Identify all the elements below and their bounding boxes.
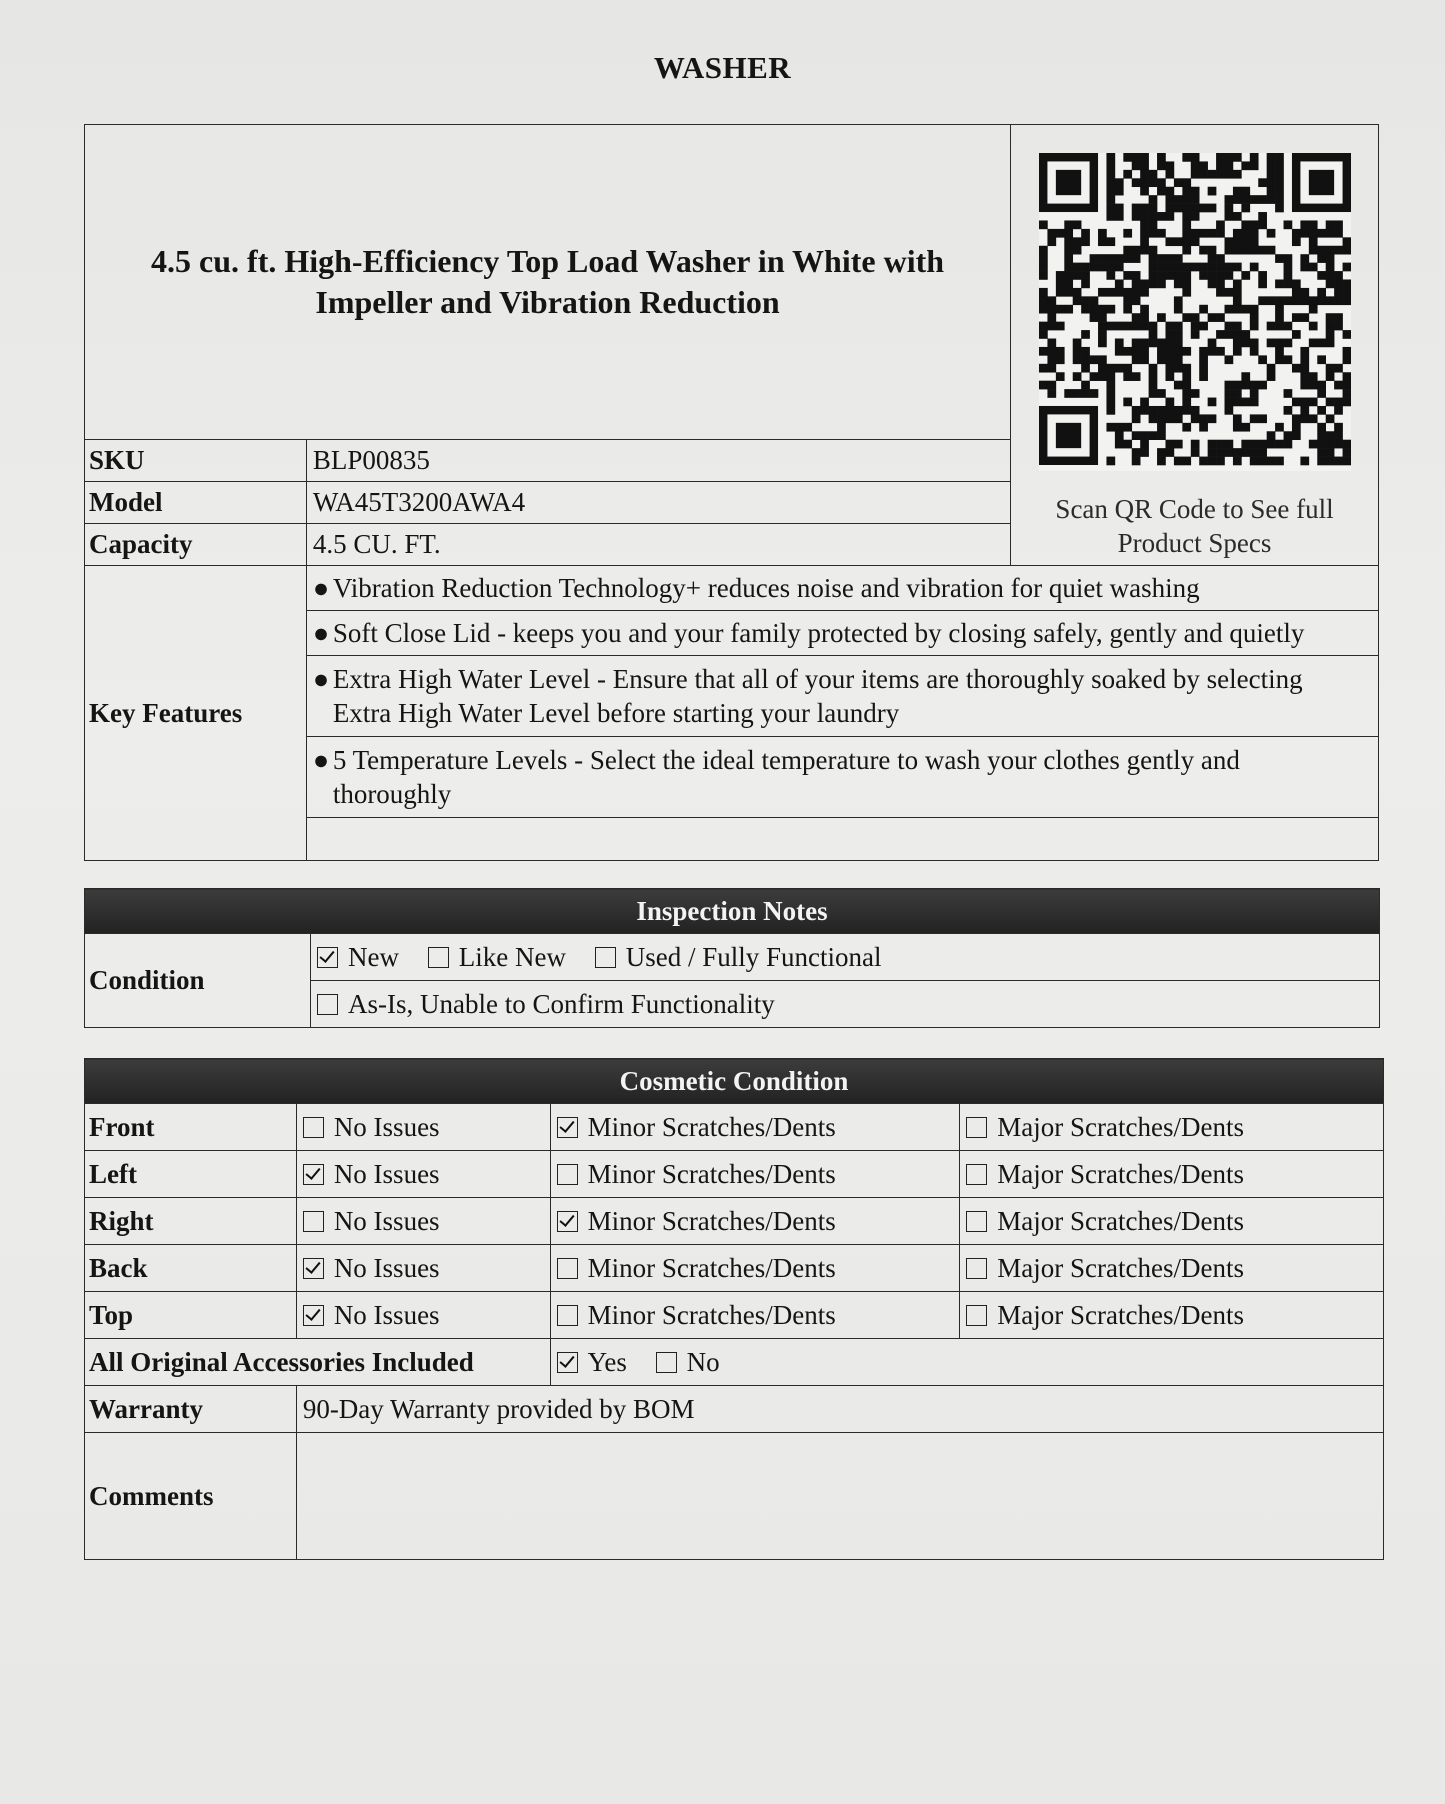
checkbox-no-issues[interactable] [303,1164,324,1185]
comments-label: Comments [85,1433,297,1560]
checkbox-major[interactable] [966,1211,987,1232]
inspection-table [84,888,1380,1028]
checkbox-new[interactable] [317,947,338,968]
cosmetic-major-option[interactable]: Major Scratches/Dents [960,1292,1384,1339]
document-title: WASHER [653,50,792,85]
cosmetic-major-option[interactable]: Major Scratches/Dents [960,1245,1384,1292]
checkbox-like-new[interactable] [428,947,449,968]
model-value: WA45T3200AWA4 [306,482,1010,524]
cosmetic-row [85,1151,1384,1198]
checkbox-no-issues[interactable] [303,1211,324,1232]
cosmetic-major-option[interactable]: Major Scratches/Dents [960,1198,1384,1245]
warranty-label: Warranty [85,1386,297,1433]
condition-options-row1 [311,934,1380,981]
checkbox-used[interactable] [595,947,616,968]
cosmetic-no-issues-option[interactable]: No Issues [296,1245,550,1292]
feature-item: ● 5 Temperature Levels - Select the ideal temperature to wash your clothes gently and thoroughly [306,737,1378,818]
feature-empty-cell [306,818,1378,861]
condition-as-is-option[interactable]: As-Is, Unable to Confirm Functionality [317,989,775,1019]
cosmetic-row-label: Top [85,1292,297,1339]
checkbox-minor[interactable] [557,1258,578,1279]
cosmetic-row-label: Left [85,1151,297,1198]
checkbox-no-issues[interactable] [303,1258,324,1279]
checkbox-no[interactable] [656,1352,677,1373]
sku-value: BLP00835 [306,440,1010,482]
checkbox-no-issues[interactable] [303,1305,324,1326]
cosmetic-major-option[interactable]: Major Scratches/Dents [960,1151,1384,1198]
cosmetic-row [85,1292,1384,1339]
cosmetic-no-issues-option[interactable]: No Issues [296,1198,550,1245]
checkbox-minor[interactable] [557,1211,578,1232]
cosmetic-no-issues-option[interactable]: No Issues [296,1292,550,1339]
checkbox-minor[interactable] [557,1164,578,1185]
cosmetic-row [85,1245,1384,1292]
accessories-options [550,1339,1383,1386]
qr-caption [1012,492,1377,560]
checkbox-major[interactable] [966,1117,987,1138]
condition-new-option[interactable]: New [317,942,399,972]
warranty-value: 90-Day Warranty provided by BOM [296,1386,1383,1433]
condition-used-option[interactable]: Used / Fully Functional [595,942,882,972]
checkbox-as-is[interactable] [317,994,338,1015]
condition-options-row2 [311,981,1380,1028]
cosmetic-no-issues-option[interactable]: No Issues [296,1104,550,1151]
checkbox-yes[interactable] [557,1352,578,1373]
feature-item: ● Soft Close Lid - keeps you and your family protected by closing safely, gently and quietly [306,611,1378,656]
cosmetic-no-issues-option[interactable]: No Issues [296,1151,550,1198]
checkbox-major[interactable] [966,1164,987,1185]
cosmetic-minor-option[interactable]: Minor Scratches/Dents [550,1151,960,1198]
cosmetic-row-label: Back [85,1245,297,1292]
cosmetic-minor-option[interactable]: Minor Scratches/Dents [550,1245,960,1292]
cosmetic-table [84,1058,1384,1560]
feature-item: ● Extra High Water Level - Ensure that all of your items are thoroughly soaked by selecting Extra High Water Level before starting your laundry [306,656,1378,737]
qr-caption-line1: Scan QR Code to See full [1055,494,1334,524]
accessories-no-option[interactable]: No [656,1347,720,1377]
checkbox-no-issues[interactable] [303,1117,324,1138]
cosmetic-minor-option[interactable]: Minor Scratches/Dents [550,1104,960,1151]
feature-item: ● Vibration Reduction Technology+ reduces noise and vibration for quiet washing [306,566,1378,611]
cosmetic-header: Cosmetic Condition [85,1059,1384,1104]
product-title-line1: 4.5 cu. ft. High-Efficiency Top Load Washer in White with [151,243,945,279]
accessories-label: All Original Accessories Included [85,1339,551,1386]
accessories-yes-option[interactable]: Yes [557,1347,627,1377]
checkbox-minor[interactable] [557,1117,578,1138]
condition-label: Condition [85,934,311,1028]
qr-cell [1011,125,1379,566]
sku-label: SKU [85,440,307,482]
feature-row [85,566,1379,611]
condition-like-new-option[interactable]: Like New [428,942,566,972]
inspection-header: Inspection Notes [85,889,1380,934]
capacity-label: Capacity [85,524,307,566]
cosmetic-major-option[interactable]: Major Scratches/Dents [960,1104,1384,1151]
product-title [85,125,1011,440]
cosmetic-row-label: Right [85,1198,297,1245]
capacity-value: 4.5 CU. FT. [306,524,1010,566]
checkbox-minor[interactable] [557,1305,578,1326]
cosmetic-row [85,1198,1384,1245]
product-table [84,124,1379,861]
product-title-line2: Impeller and Vibration Reduction [315,284,780,320]
checkbox-major[interactable] [966,1305,987,1326]
cosmetic-row [85,1104,1384,1151]
cosmetic-row-label: Front [85,1104,297,1151]
cosmetic-minor-option[interactable]: Minor Scratches/Dents [550,1198,960,1245]
model-label: Model [85,482,307,524]
qr-code[interactable] [1039,153,1351,471]
checkbox-major[interactable] [966,1258,987,1279]
key-features-label: Key Features [85,566,307,861]
qr-caption-line2: Product Specs [1117,528,1272,558]
comments-field[interactable] [296,1433,1383,1560]
cosmetic-minor-option[interactable]: Minor Scratches/Dents [550,1292,960,1339]
